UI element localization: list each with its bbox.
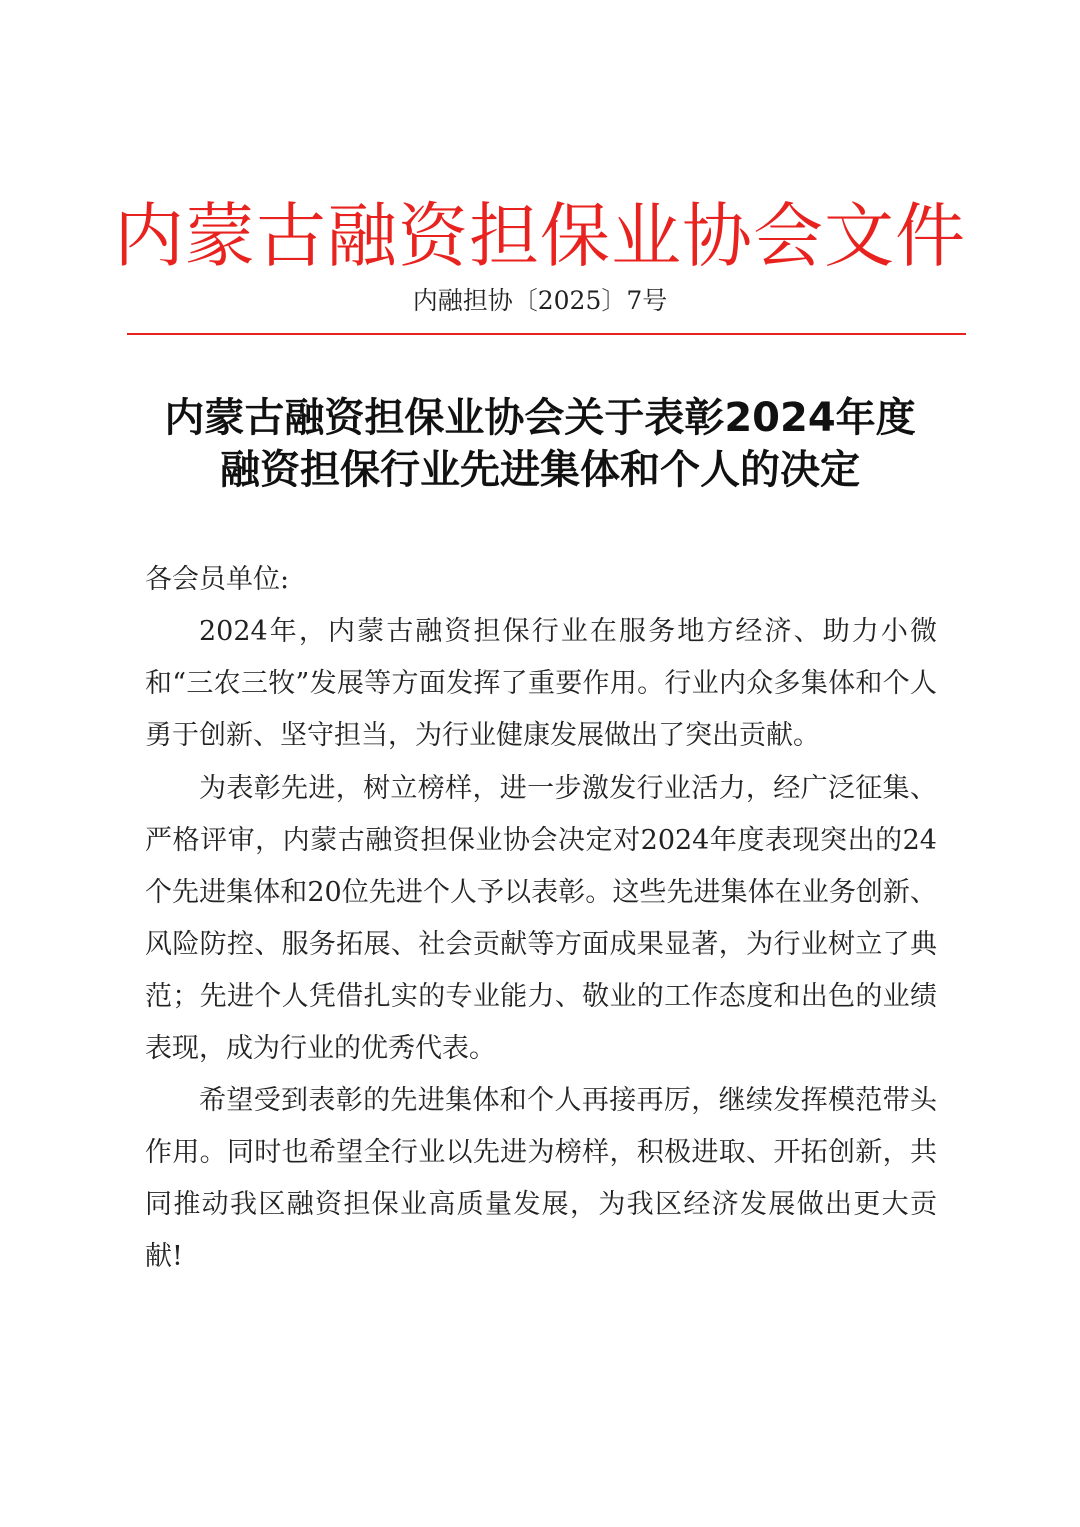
document-header-title: 内蒙古融资担保业协会文件 [114,195,966,277]
document-title-line-2: 融资担保行业先进集体和个人的决定 [220,447,860,493]
document-title-line-1: 内蒙古融资担保业协会关于表彰2024年度 [164,395,916,441]
document-number: 内融担协〔2025〕7号 [412,286,668,315]
body-paragraph-2: 为表彰先进，树立榜样，进一步激发行业活力，经广泛征集、严格评审，内蒙古融资担保业协会决定对2024年度表现突出的24个先进集体和20位先进个人予以表彰。这些先进集体在业务创新、风险防控、服务拓展、社会贡献等方面成果显著，为行业树立了典范；先进个人凭借扎实的专业能力、敬业的工作态度和出色的业绩表现，成为行业的优秀代表。 [145,773,937,1064]
red-divider-line [127,333,966,335]
body-paragraph-3: 希望受到表彰的先进集体和个人再接再厉，继续发挥模范带头作用。同时也希望全行业以先进为榜样，积极进取、开拓创新，共同推动我区融资担保业高质量发展，为我区经济发展做出更大贡献! [145,1085,937,1272]
body-paragraph-1: 2024年，内蒙古融资担保行业在服务地方经济、助力小微和“三农三牧”发展等方面发挥了重要作用。行业内众多集体和个人勇于创新、坚守担当，为行业健康发展做出了突出贡献。 [145,616,937,751]
salutation: 各会员单位: [145,564,290,595]
